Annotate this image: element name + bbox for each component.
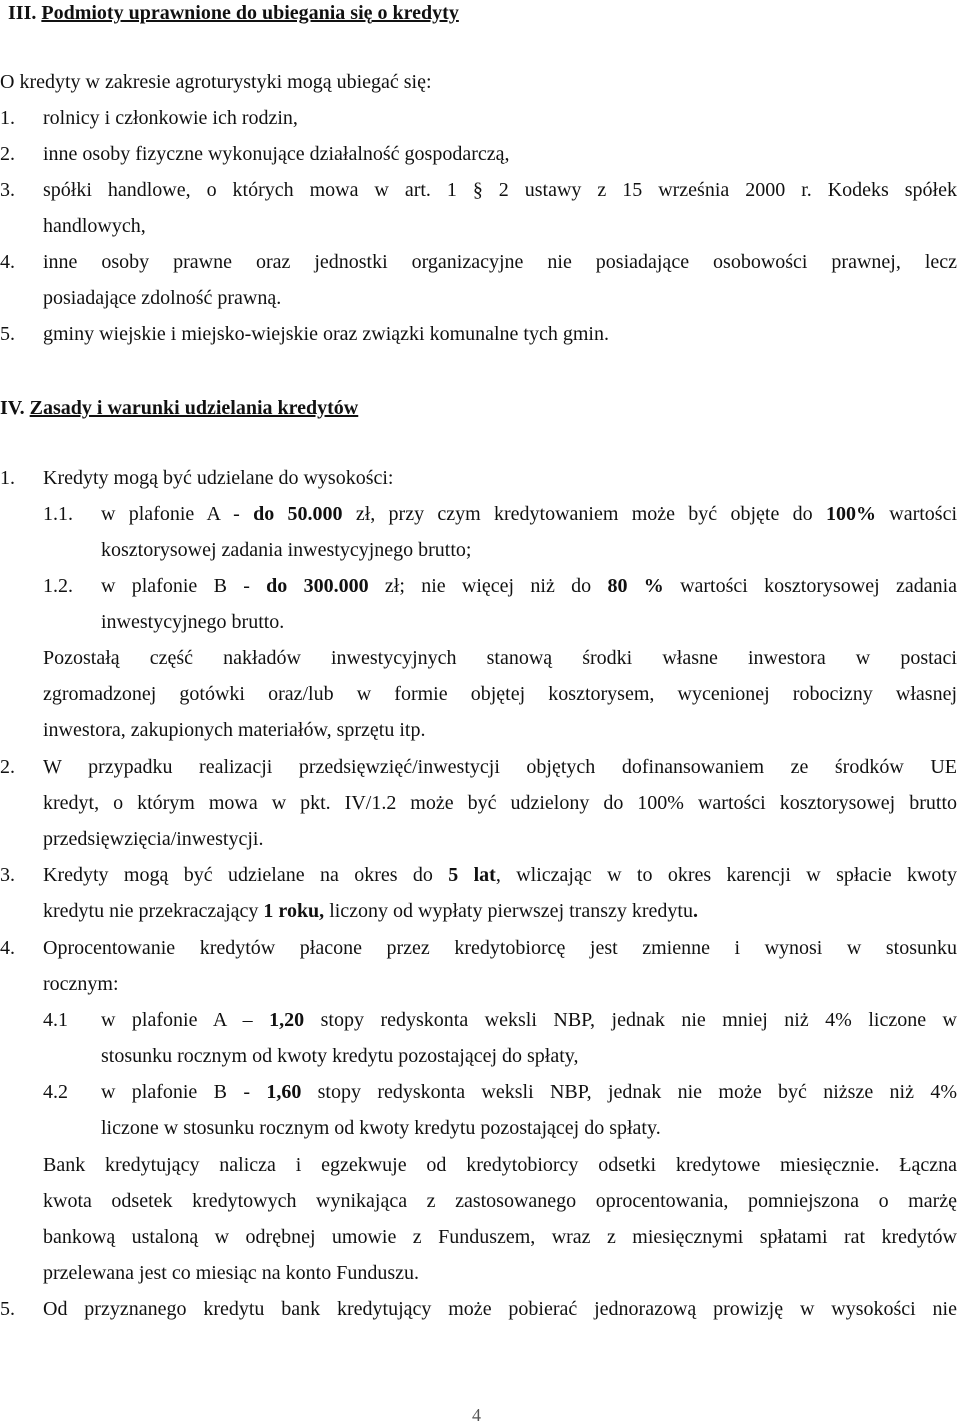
- sub-item: [101, 573, 957, 599]
- list-item: gminy wiejskie i miejsko-wiejskie oraz związki komunalne tych gmin.: [43, 323, 609, 345]
- list-item: Kredyty mogą być udzielane do wysokości:: [43, 467, 394, 489]
- section-iii-heading: [8, 0, 459, 26]
- text-run: liczony od wypłaty pierwszej transzy kredytu: [324, 900, 693, 922]
- list-item: spółki handlowe, o których mowa w art. 1 § 2 ustawy z 15 września 2000 r. Kodeks spółek: [43, 179, 957, 201]
- sub-item-continuation: kosztorysowej zadania inwestycyjnego brutto;: [101, 539, 472, 561]
- paragraph-line: Bank kredytujący nalicza i egzekwuje od kredytobiorcy odsetki kredytowe miesięcznie. Łączna: [43, 1154, 957, 1176]
- list-item-continuation: kredyt, o którym mowa w pkt. IV/1.2 może być udzielony do 100% wartości kosztorysowej brutto: [43, 792, 957, 814]
- sub-item-number: 4.2: [43, 1081, 68, 1103]
- list-item-number: 1.: [0, 467, 15, 489]
- paragraph-line: przelewana jest co miesiąc na konto Funduszu.: [43, 1262, 419, 1284]
- bold-term: 5 lat: [448, 864, 496, 886]
- list-item: rolnicy i członkowie ich rodzin,: [43, 107, 298, 129]
- sub-item-continuation: liczone w stosunku rocznym od kwoty kredytu pozostającej do spłaty.: [101, 1117, 661, 1139]
- bold-rate: 1,60: [266, 1081, 302, 1103]
- bold-amount: do 300.000: [266, 575, 369, 597]
- text-run: w plafonie B -: [101, 1081, 267, 1103]
- section-iv-number: IV.: [0, 397, 25, 419]
- page-number: 4: [472, 1405, 481, 1425]
- list-item-continuation: posiadające zdolność prawną.: [43, 287, 282, 309]
- paragraph-line: kwota odsetek kredytowych wynikająca z zastosowanego oprocentowania, pomniejszona o marżę: [43, 1190, 957, 1212]
- section-iii-title: Podmioty uprawnione do ubiegania się o kredyty: [41, 2, 459, 24]
- list-item: [43, 862, 957, 888]
- list-item-continuation: handlowych,: [43, 215, 146, 237]
- text-run: kredytu nie przekraczający: [43, 900, 264, 922]
- section-iv-title: Zasady i warunki udzielania kredytów: [29, 397, 359, 419]
- list-item: Oprocentowanie kredytów płacone przez kredytobiorcę jest zmienne i wynosi w stosunku: [43, 937, 957, 959]
- text-run: , wliczając w to okres karencji w spłacie kwoty: [495, 864, 957, 886]
- list-item: W przypadku realizacji przedsięwzięć/inwestycji objętych dofinansowaniem ze środków UE: [43, 756, 957, 778]
- text-run: Kredyty mogą być udzielane na okres do: [43, 864, 449, 886]
- paragraph-line: bankową ustaloną w odrębnej umowie z Funduszem, wraz z miesięcznymi spłatami rat kredytów: [43, 1226, 957, 1248]
- paragraph-line: inwestora, zakupionych materiałów, sprzętu itp.: [43, 719, 426, 741]
- text-run: stopy redyskonta weksli NBP, jednak nie mniej niż 4% liczone w: [304, 1009, 957, 1031]
- list-item-number: 4.: [0, 251, 15, 273]
- text-run: w plafonie A –: [101, 1009, 270, 1031]
- list-item: Od przyznanego kredytu bank kredytujący może pobierać jednorazową prowizję w wysokości nie: [43, 1298, 957, 1320]
- list-item: inne osoby prawne oraz jednostki organizacyjne nie posiadające osobowości prawnej, lecz: [43, 251, 957, 273]
- sub-item-number: 1.2.: [43, 575, 73, 597]
- section-iv-heading: [0, 395, 358, 421]
- sub-item-continuation: inwestycyjnego brutto.: [101, 611, 285, 633]
- list-item-number: 3.: [0, 864, 15, 886]
- sub-item: [101, 1079, 957, 1105]
- text-run: w plafonie A -: [101, 503, 254, 525]
- list-item-number: 3.: [0, 179, 15, 201]
- text-run: wartości kosztorysowej zadania: [663, 575, 958, 597]
- sub-item: [101, 1007, 957, 1033]
- section-iii-intro: O kredyty w zakresie agroturystyki mogą ubiegać się:: [0, 71, 432, 93]
- bold-percent: 100%: [825, 503, 876, 525]
- text-run: zł, przy czym kredytowaniem może być objęte do: [342, 503, 826, 525]
- bold-amount: do 50.000: [253, 503, 343, 525]
- text-run: zł; nie więcej niż do: [368, 575, 608, 597]
- bold-rate: 1,20: [269, 1009, 305, 1031]
- list-item: inne osoby fizyczne wykonujące działalność gospodarczą,: [43, 143, 510, 165]
- list-item-number: 4.: [0, 937, 15, 959]
- sub-item-number: 1.1.: [43, 503, 73, 525]
- text-run: wartości: [875, 503, 958, 525]
- list-item-continuation: [43, 898, 698, 924]
- sub-item-number: 4.1: [43, 1009, 68, 1031]
- section-iii-number: III.: [8, 2, 37, 24]
- list-item-number: 2.: [0, 756, 15, 778]
- list-item-number: 5.: [0, 1298, 15, 1320]
- bold-period: .: [692, 900, 698, 922]
- list-item-number: 1.: [0, 107, 15, 129]
- paragraph-line: Pozostałą część nakładów inwestycyjnych stanową środki własne inwestora w postaci: [43, 647, 957, 669]
- sub-item: [101, 501, 957, 527]
- bold-term: 1 roku,: [263, 900, 325, 922]
- list-item-continuation: rocznym:: [43, 973, 119, 995]
- list-item-number: 5.: [0, 323, 15, 345]
- list-item-number: 2.: [0, 143, 15, 165]
- paragraph-line: zgromadzonej gotówki oraz/lub w formie objętej kosztorysem, wycenionej robocizny własnej: [43, 683, 957, 705]
- sub-item-continuation: stosunku rocznym od kwoty kredytu pozostającej do spłaty,: [101, 1045, 579, 1067]
- text-run: stopy redyskonta weksli NBP, jednak nie może być niższe niż 4%: [301, 1081, 957, 1103]
- bold-percent: 80 %: [607, 575, 664, 597]
- text-run: w plafonie B -: [101, 575, 267, 597]
- list-item-continuation: przedsięwzięcia/inwestycji.: [43, 828, 264, 850]
